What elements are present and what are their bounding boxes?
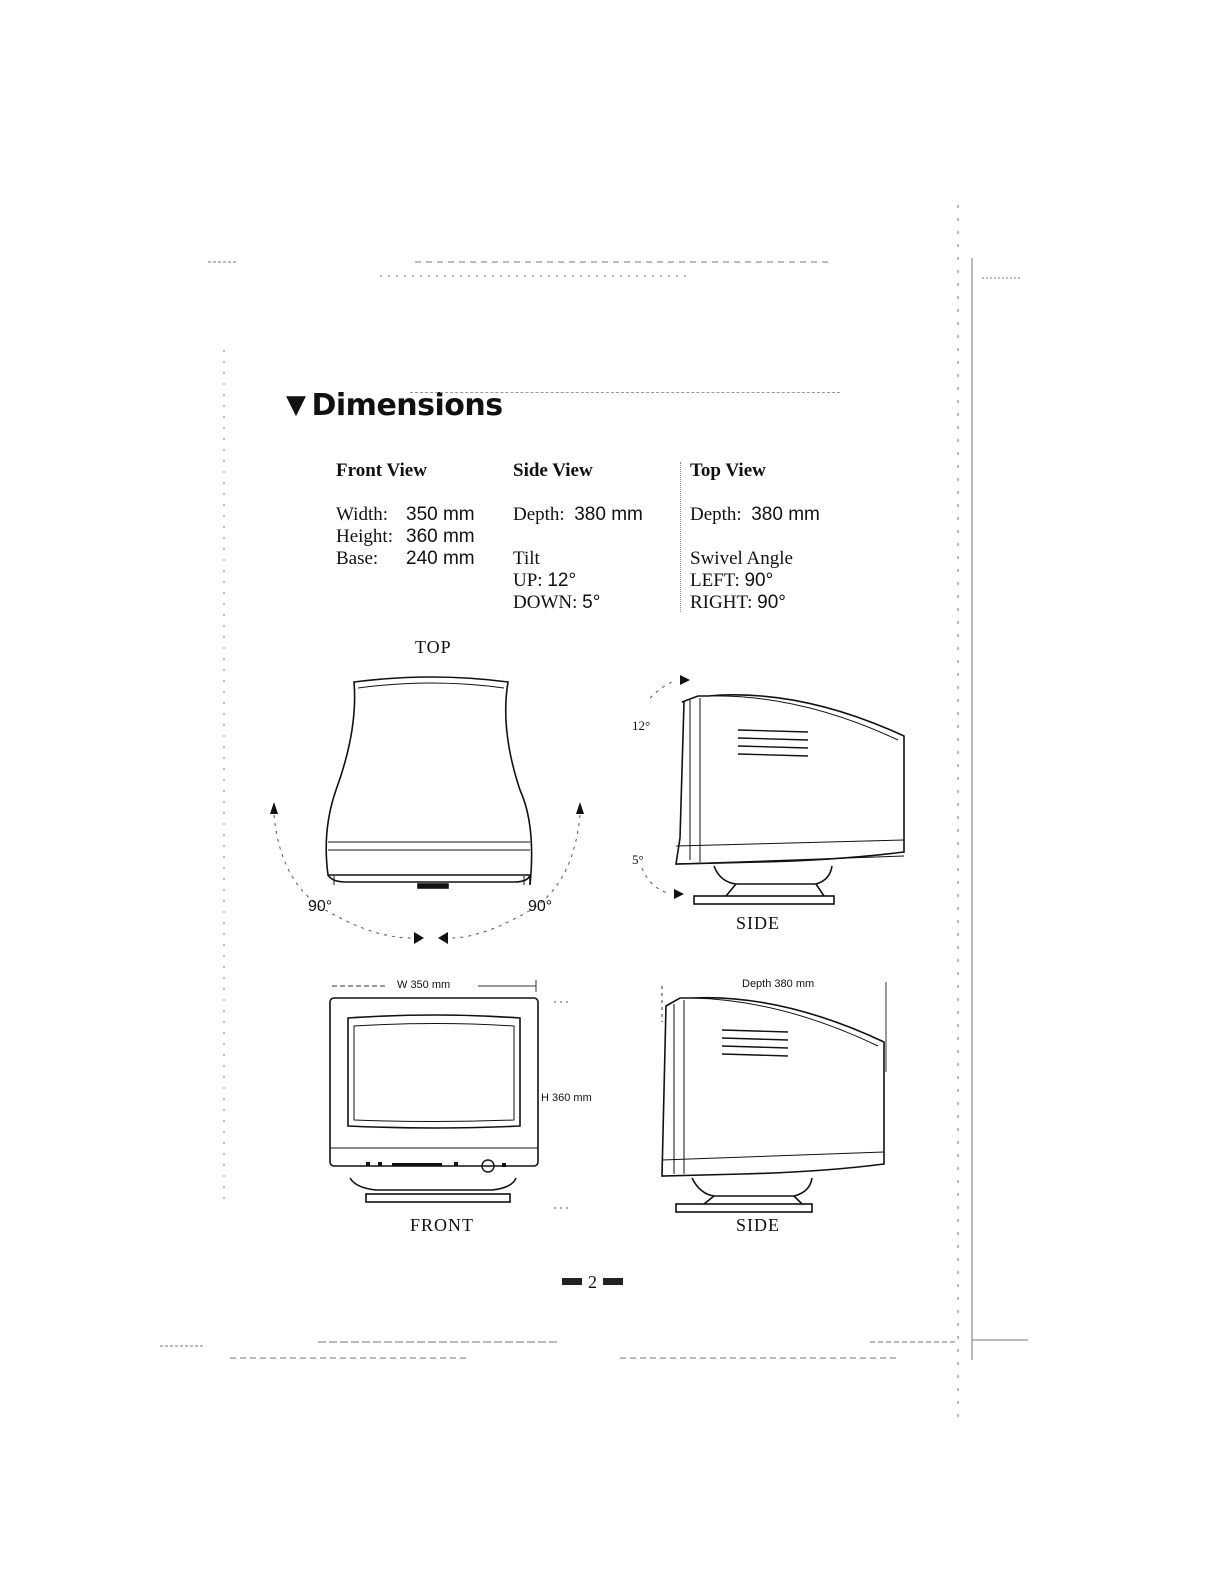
side-tilt-drawing bbox=[640, 670, 920, 910]
top-caption: TOP bbox=[415, 637, 452, 657]
front-height-dimension: H 360 mm bbox=[541, 1092, 592, 1104]
front-view-heading: Front View bbox=[336, 460, 427, 481]
top-depth-label: Depth: bbox=[690, 504, 742, 525]
page-number-footer bbox=[556, 1272, 629, 1293]
section-heading bbox=[286, 388, 503, 423]
side-depth-drawing bbox=[652, 982, 902, 1222]
swivel-right-label: RIGHT: bbox=[690, 592, 753, 613]
height-value: 360 mm bbox=[406, 526, 475, 547]
tilt-down-angle: 5° bbox=[632, 852, 644, 867]
side-depth-dimension: Depth 380 mm bbox=[742, 978, 815, 990]
column-separator bbox=[680, 462, 681, 612]
swivel-label: Swivel Angle bbox=[690, 548, 793, 569]
swivel-left-angle: 90° bbox=[308, 898, 333, 915]
swivel-arrow-right-icon bbox=[414, 932, 424, 944]
side-depth-value: 380 mm bbox=[574, 504, 643, 525]
width-row bbox=[336, 504, 475, 526]
tilt-up-arrow-icon bbox=[680, 675, 690, 685]
front-view-column bbox=[336, 460, 475, 570]
tilt-label: Tilt bbox=[513, 548, 540, 569]
top-depth-row bbox=[690, 504, 820, 526]
side-view-heading: Side View bbox=[513, 460, 593, 481]
page-number: 2 bbox=[588, 1272, 597, 1292]
footer-right-mark-icon bbox=[603, 1278, 623, 1285]
side-depth-label: Depth: bbox=[513, 504, 565, 525]
tilt-up-angle: 12° bbox=[632, 718, 651, 733]
top-depth-value: 380 mm bbox=[751, 504, 820, 525]
swivel-arrow-up-right-icon bbox=[576, 802, 584, 814]
top-view-heading: Top View bbox=[690, 460, 766, 481]
swivel-arrow-up-left-icon bbox=[270, 802, 278, 814]
side-view-column bbox=[513, 460, 643, 614]
footer-left-mark-icon bbox=[562, 1278, 582, 1285]
swivel-left-value: 90° bbox=[744, 570, 774, 591]
side-tilt-caption: SIDE bbox=[736, 913, 780, 933]
swivel-right-value: 90° bbox=[757, 592, 786, 613]
tilt-down-label: DOWN: bbox=[513, 592, 578, 613]
swivel-arrow-left-icon bbox=[438, 932, 448, 944]
tilt-down-row bbox=[513, 592, 643, 614]
front-caption: FRONT bbox=[410, 1215, 475, 1235]
side-depth-row bbox=[513, 504, 643, 526]
width-label: Width: bbox=[336, 504, 389, 525]
base-label: Base: bbox=[336, 548, 379, 569]
swivel-left-row bbox=[690, 570, 820, 592]
width-value: 350 mm bbox=[406, 504, 475, 525]
tilt-up-row bbox=[513, 570, 643, 592]
section-title: Dimensions bbox=[311, 388, 503, 423]
height-row bbox=[336, 526, 475, 548]
side-depth-caption: SIDE bbox=[736, 1215, 780, 1235]
tilt-up-label: UP: bbox=[513, 570, 543, 591]
triangle-bullet-icon: ▼ bbox=[286, 390, 306, 420]
base-row bbox=[336, 548, 475, 570]
swivel-right-angle: 90° bbox=[528, 898, 553, 915]
tilt-down-arrow-icon bbox=[674, 889, 684, 899]
swivel-right-row bbox=[690, 592, 820, 614]
tilt-down-value: 5° bbox=[582, 592, 601, 613]
tilt-up-value: 12° bbox=[547, 570, 577, 591]
top-view-column bbox=[690, 460, 820, 614]
base-value: 240 mm bbox=[406, 548, 475, 569]
height-label: Height: bbox=[336, 526, 393, 547]
swivel-left-label: LEFT: bbox=[690, 570, 740, 591]
heading-rule bbox=[410, 392, 840, 393]
front-width-dimension: W 350 mm bbox=[397, 979, 451, 991]
